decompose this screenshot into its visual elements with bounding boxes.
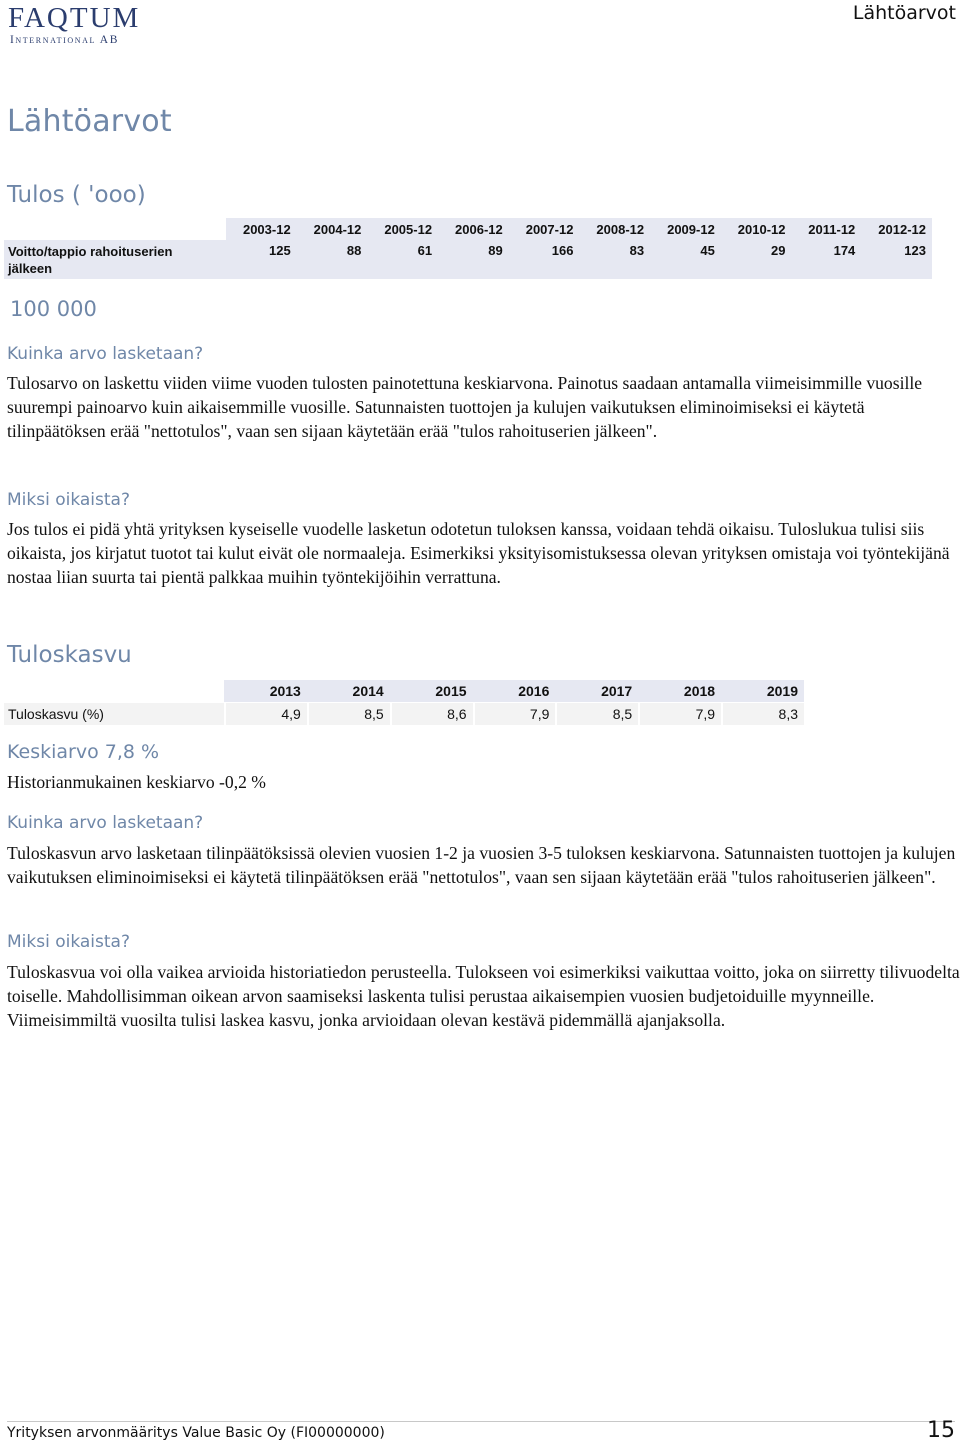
tuloskasvu-cell: 4,9 bbox=[224, 702, 307, 725]
tulos-how-heading: Kuinka arvo lasketaan? bbox=[7, 344, 204, 364]
tulos-table-row bbox=[4, 240, 932, 279]
tulos-cell: 88 bbox=[297, 240, 368, 279]
tulos-col-header: 2004-12 bbox=[297, 218, 368, 240]
tulos-cell: 29 bbox=[721, 240, 792, 279]
tuloskasvu-average: Keskiarvo 7,8 % bbox=[7, 741, 160, 763]
tulos-col-header: 2005-12 bbox=[367, 218, 438, 240]
tulos-cell: 123 bbox=[861, 240, 932, 279]
tuloskasvu-how-text: Tuloskasvun arvo lasketaan tilinpäätöksissä olevien vuosien 1-2 ja vuosien 3-5 tuloksen keskiarvona. Satunnaisten tuottojen ja kulujen vaikutuksen eliminoimiseksi ei käytetä tilinpäätöksen erää "nettotulos", vaan sen sijaan käytetään erää "tulos rahoituserien jälkeen". bbox=[7, 843, 956, 888]
tuloskasvu-cell: 8,5 bbox=[307, 702, 390, 725]
tulos-col-header: 2007-12 bbox=[509, 218, 580, 240]
tuloskasvu-col-header: 2017 bbox=[555, 680, 638, 702]
tuloskasvu-why-text: Tuloskasvua voi olla vaikea arvioida historiatiedon perusteella. Tulokseen voi esimerkiksi vaikuttaa voitto, joka on siirretty tilivuodelta toiselle. Mahdollisimman oikean arvon saamiseksi laskenta tulisi perustaa aikaisempien vuosien budjetoiduille myynneille. Viimeisimmiltä vuosilta tulisi laskea kasvu, jonka arvioidaan olevan kestävä pidemmällä ajanjaksolla. bbox=[7, 962, 960, 1031]
tulos-col-header: 2010-12 bbox=[721, 218, 792, 240]
page-number: 15 bbox=[927, 1418, 955, 1443]
tuloskasvu-why-heading: Miksi oikaista? bbox=[7, 932, 130, 952]
tuloskasvu-how-heading: Kuinka arvo lasketaan? bbox=[7, 813, 204, 833]
tuloskasvu-cell: 7,9 bbox=[473, 702, 556, 725]
tulos-cell: 61 bbox=[367, 240, 438, 279]
tuloskasvu-col-header: 2019 bbox=[721, 680, 804, 702]
logo-sub-text: International AB bbox=[10, 34, 119, 46]
tuloskasvu-cell: 7,9 bbox=[638, 702, 721, 725]
tulos-cell: 174 bbox=[792, 240, 862, 279]
tulos-table-header-row bbox=[4, 218, 932, 240]
logo-main-text: FAQTUM bbox=[8, 2, 141, 34]
tulos-table bbox=[4, 218, 932, 279]
tulos-cell: 89 bbox=[438, 240, 509, 279]
tulos-col-header: 2009-12 bbox=[650, 218, 721, 240]
tuloskasvu-cell: 8,3 bbox=[721, 702, 804, 725]
tuloskasvu-col-header: 2014 bbox=[307, 680, 390, 702]
tulos-row-label: Voitto/tappio rahoituserien jälkeen bbox=[4, 240, 226, 279]
tulos-why-heading: Miksi oikaista? bbox=[7, 490, 130, 510]
tulos-cell: 45 bbox=[650, 240, 721, 279]
tulos-heading: Tulos ( 'ooo) bbox=[7, 182, 146, 208]
tulos-value: 100 000 bbox=[10, 297, 97, 321]
tulos-col-header: 2012-12 bbox=[861, 218, 932, 240]
tuloskasvu-table-header-row bbox=[4, 680, 804, 702]
tuloskasvu-historical-average: Historianmukainen keskiarvo -0,2 % bbox=[7, 772, 266, 792]
tulos-col-header: 2006-12 bbox=[438, 218, 509, 240]
tuloskasvu-cell: 8,5 bbox=[555, 702, 638, 725]
tulos-how-text: Tulosarvo on laskettu viiden viime vuoden tulosten painotettuna keskiarvona. Painotus saadaan antamalla viimeisimmille vuosille suurempi painoarvo kuin aikaisemmille vuosille. Satunnaisten tuottojen ja kulujen vaikutuksen eliminoimiseksi ei käytetä tilinpäätöksen erää "nettotulos", vaan sen sijaan käytetään erää "tulos rahoituserien jälkeen". bbox=[7, 373, 923, 442]
tuloskasvu-cell: 8,6 bbox=[390, 702, 473, 725]
tulos-cell: 83 bbox=[579, 240, 650, 279]
tulos-cell: 166 bbox=[509, 240, 580, 279]
tuloskasvu-table-row bbox=[4, 702, 804, 725]
tuloskasvu-table bbox=[4, 680, 804, 725]
tulos-why-text: Jos tulos ei pidä yhtä yrityksen kyseiselle vuodelle lasketun odotetun tuloksen kanssa, voidaan tehdä oikaisu. Tuloslukua tulisi siis oikaista, jos kirjatut tuotot tai kulut eivät ole normaaleja. Esimerkiksi yksityisomistuksessa olevan yrityksen omistaja voi työntekijänä nostaa liian suurta tai pientä palkkaa muihin työntekijöihin verrattuna. bbox=[7, 519, 950, 588]
tuloskasvu-row-label: Tuloskasvu (%) bbox=[4, 702, 224, 725]
tuloskasvu-table-corner bbox=[4, 680, 224, 702]
tuloskasvu-col-header: 2018 bbox=[638, 680, 721, 702]
tulos-col-header: 2011-12 bbox=[792, 218, 862, 240]
tuloskasvu-heading: Tuloskasvu bbox=[7, 642, 132, 668]
footer-divider bbox=[7, 1421, 955, 1422]
tuloskasvu-col-header: 2016 bbox=[473, 680, 556, 702]
footer-company-text: Yrityksen arvonmääritys Value Basic Oy (FI00000000) bbox=[7, 1425, 385, 1441]
tulos-cell: 125 bbox=[226, 240, 297, 279]
page-title: Lähtöarvot bbox=[7, 104, 172, 139]
tulos-col-header: 2003-12 bbox=[226, 218, 297, 240]
header-section-title: Lähtöarvot bbox=[852, 2, 956, 24]
company-logo bbox=[8, 2, 140, 46]
tuloskasvu-col-header: 2013 bbox=[224, 680, 307, 702]
tulos-table-corner bbox=[4, 218, 226, 240]
tulos-col-header: 2008-12 bbox=[579, 218, 650, 240]
tuloskasvu-col-header: 2015 bbox=[390, 680, 473, 702]
